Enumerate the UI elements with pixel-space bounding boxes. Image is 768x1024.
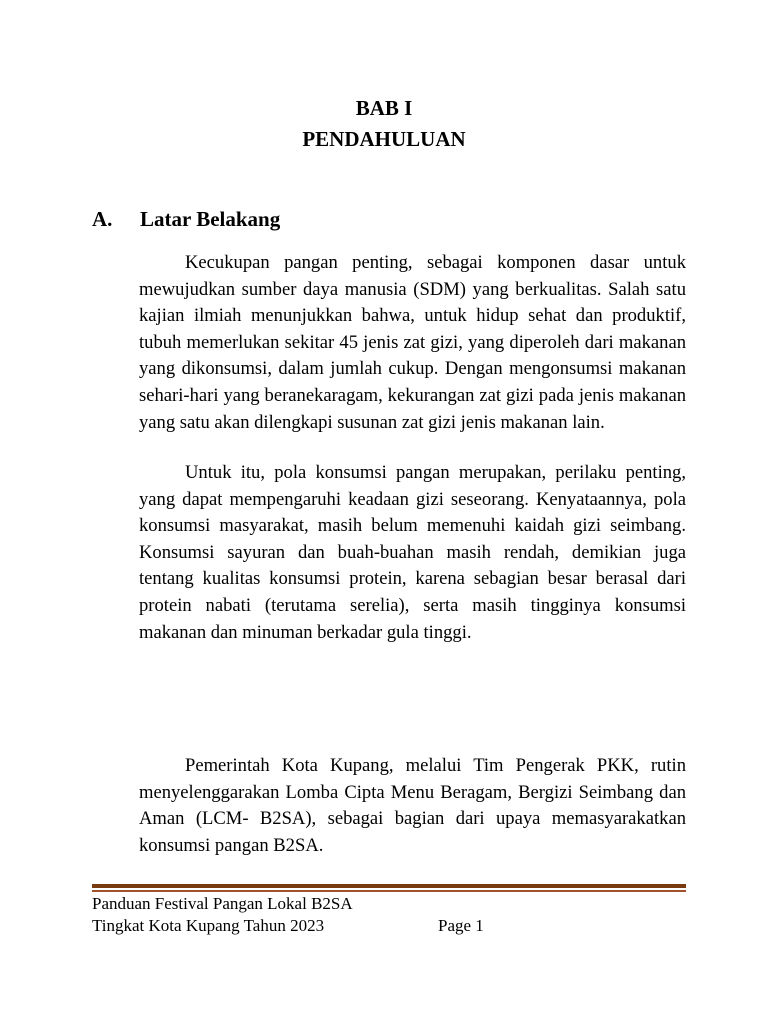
footer-line-1: Panduan Festival Pangan Lokal B2SA [92, 894, 353, 913]
section-letter: A. [92, 207, 113, 231]
paragraph-2: Untuk itu, pola konsumsi pangan merupakan, perilaku penting, yang dapat mempengaruhi keadaan gizi seseorang. Kenyataannya, pola konsumsi masyarakat, masih belum memenuhi kaidah gizi seimbang. Konsumsi sayuran dan buah-buahan masih rendah, demikian juga tentang kualitas konsumsi protein, karena sebagian besar berasal dari protein nabati (terutama serelia), serta masih tingginya konsumsi makanan dan minuman berkadar gula tinggi. [139, 462, 686, 643]
chapter-number: BAB I [355, 96, 413, 120]
section-title: Latar Belakang [140, 207, 281, 231]
page-number: Page 1 [438, 916, 484, 935]
chapter-title: PENDAHULUAN [302, 127, 466, 151]
footer-line-2: Tingkat Kota Kupang Tahun 2023 [92, 916, 325, 935]
section-heading [92, 207, 280, 232]
footer-rule-thin [92, 890, 686, 892]
footer-rule-thick [92, 884, 686, 888]
paragraph-3: Pemerintah Kota Kupang, melalui Tim Pengerak PKK, rutin menyelenggarakan Lomba Cipta Menu Beragam, Bergizi Seimbang dan Aman (LCM- B2SA), sebagai bagian dari upaya memasyarakatkan konsumsi pangan B2SA. [139, 755, 686, 856]
paragraph-1: Kecukupan pangan penting, sebagai komponen dasar untuk mewujudkan sumber daya manusia (SDM) yang berkualitas. Salah satu kajian ilmiah menunjukkan bahwa, untuk hidup sehat dan produktif, tubuh memerlukan sekitar 45 jenis zat gizi, yang diperoleh dari makanan yang dikonsumsi, dalam jumlah cukup. Dengan mengonsumsi makanan sehari-hari yang beranekaragam, kekurangan zat gizi pada jenis makanan yang satu akan dilengkapi susunan zat gizi jenis makanan lain. [139, 252, 686, 433]
